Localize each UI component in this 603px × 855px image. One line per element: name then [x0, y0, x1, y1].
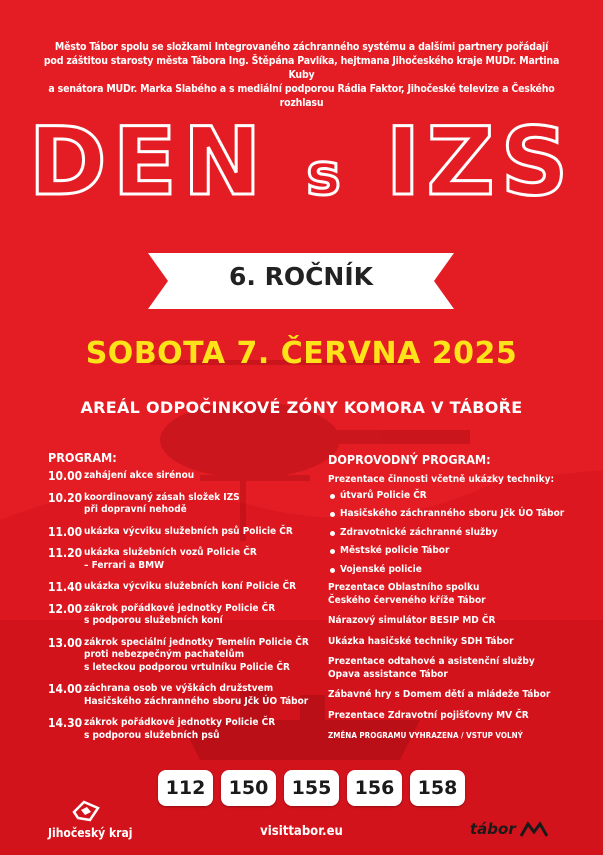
- program-item: [48, 526, 318, 539]
- program-list: [48, 470, 318, 751]
- side-program-heading: DOPROVODNÝ PROGRAM:: [328, 452, 491, 467]
- emergency-number: 112: [158, 770, 213, 806]
- program-time: 12.00: [48, 601, 83, 616]
- emergency-numbers: [158, 770, 465, 806]
- program-text: záchrana osob ve výškách družstvem Hasičského záchranného sboru Jčk ÚO Tábor: [84, 683, 309, 707]
- jihocesky-kraj-logo-icon: [72, 800, 100, 822]
- side-item: Prezentace Oblastního spolku Českého červeného kříže Tábor: [328, 582, 486, 606]
- program-item: [48, 492, 318, 517]
- program-heading: PROGRAM:: [48, 450, 117, 465]
- program-item: [48, 717, 318, 742]
- edition-label: 6. ROČNÍK: [228, 262, 374, 291]
- emergency-number: 158: [410, 770, 465, 806]
- side-program-bullets: [328, 490, 578, 577]
- program-text: koordinovaný zásah složek IZS při dopravní nehodě: [84, 491, 240, 515]
- program-time: 13.00: [48, 635, 83, 650]
- title-den: DEN: [28, 108, 268, 217]
- title-s: s: [306, 140, 347, 208]
- event-title: [0, 108, 603, 229]
- program-text: zahájení akce sirénou: [84, 470, 195, 481]
- intro-text: Město Tábor spolu se složkami Integrovaného záchranného systému a dalšími partnery pořádají pod záštitou starosty města Tábora Ing. Štěpána Pavlíka, hejtmana Jihočeského kraje MUDr. Martina Kuby a senátora MUDr. Marka Slabého a s mediální podporou Rádia Faktor, Jihočeské televize a Českého rozhlasu: [43, 41, 560, 109]
- side-bullet: Hasičského záchranného sboru Jčk ÚO Tábor: [328, 508, 578, 521]
- program-time: 14.30: [48, 716, 83, 730]
- program-text: ukázka výcviku služebních psů Policie ČR: [84, 525, 293, 537]
- emergency-number: 156: [347, 770, 402, 806]
- program-item: [48, 683, 318, 708]
- side-item: Prezentace Zdravotní pojišťovny MV ČR: [328, 709, 529, 721]
- footer-website[interactable]: visittabor.eu: [260, 824, 343, 839]
- program-time: 11.00: [48, 524, 83, 539]
- program-item: [48, 581, 318, 594]
- program-text: zákrok pořádkové jednotky Policie ČR s podporou služebních koní: [84, 602, 276, 626]
- side-bullet: Zdravotnické záchranné služby: [328, 527, 578, 540]
- side-program: [328, 474, 578, 743]
- program-time: 14.00: [48, 682, 83, 696]
- program-item: [48, 470, 318, 483]
- program-time: 11.20: [48, 546, 83, 560]
- side-item: Zábavné hry s Domem dětí a mládeže Tábor: [328, 689, 551, 700]
- title-izs: IZS: [385, 108, 575, 217]
- event-venue: AREÁL ODPOČINKOVÉ ZÓNY KOMORA V TÁBOŘE: [80, 398, 523, 417]
- program-text: zákrok speciální jednotky Temelín Policie ČR proti nebezpečným pachatelům s leteckou podporou vrtulníku Policie ČR: [84, 636, 309, 673]
- program-item: [48, 547, 318, 572]
- program-text: ukázka služebních vozů Policie ČR – Ferrari a BMW: [84, 547, 257, 571]
- program-note: ZMĚNA PROGRAMU VYHRAZENA / VSTUP VOLNÝ: [328, 731, 523, 740]
- side-bullet: Městské policie Tábor: [328, 545, 578, 558]
- side-program-intro: Prezentace činnosti včetně ukázky techniky:: [328, 474, 555, 485]
- side-item: Prezentace odtahové a asistenční služby Opava assistance Tábor: [328, 656, 535, 680]
- side-bullet: Vojenské policie: [328, 564, 578, 577]
- tabor-mountains-icon: [520, 820, 548, 838]
- emergency-number: 150: [221, 770, 276, 806]
- program-text: ukázka výcviku služebních koní Policie ČR: [84, 581, 296, 592]
- program-time: 10.20: [48, 490, 83, 505]
- program-item: [48, 637, 318, 675]
- tabor-wordmark: tábor: [470, 820, 516, 838]
- event-date: SOBOTA 7. ČERVNA 2025: [85, 336, 518, 371]
- side-bullet: útvarů Policie ČR: [328, 490, 578, 503]
- side-item: Ukázka hasičské techniky SDH Tábor: [328, 635, 514, 647]
- footer-region: Jihočeský kraj: [48, 826, 133, 840]
- tabor-logo: [470, 820, 548, 838]
- emergency-number: 155: [284, 770, 339, 806]
- program-item: [48, 603, 318, 628]
- program-time: 10.00: [48, 469, 83, 483]
- program-text: zákrok pořádkové jednotky Policie ČR s podporou služebních psů: [84, 717, 276, 741]
- program-time: 11.40: [48, 580, 83, 594]
- side-item: Nárazový simulátor BESIP MD ČR: [328, 615, 496, 626]
